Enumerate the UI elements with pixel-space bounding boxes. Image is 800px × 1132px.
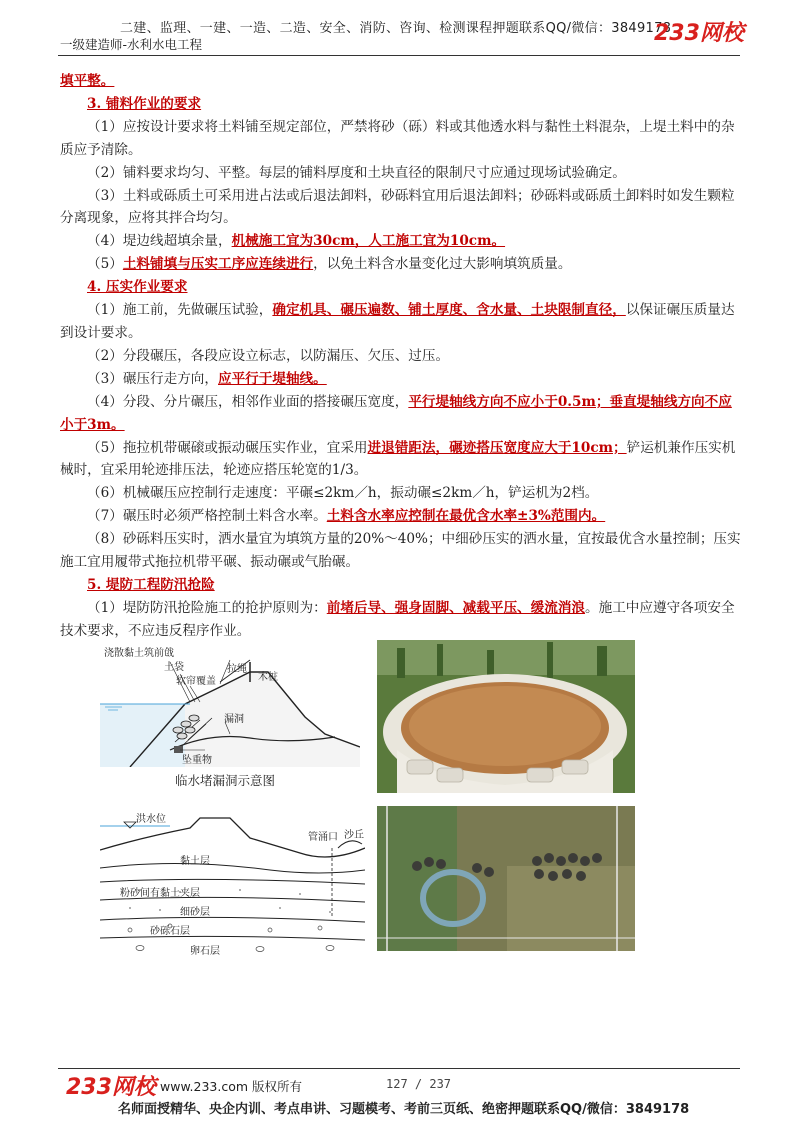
text: （1）施工前，先做碾压试验，: [87, 302, 273, 319]
footer-logo: 233网校: [66, 1075, 156, 1100]
paragraph-5-1: [60, 597, 742, 643]
label-pebble-layer: 卵石层: [190, 946, 220, 957]
header-rule: [58, 55, 740, 56]
highlight: 平行堤轴线方向不应小于0.5m；垂直堤轴线方向不应小于3m。: [60, 393, 732, 433]
text: （4）堤边线超填余量，: [87, 233, 232, 250]
paragraph-4-8: （8）砂砾料压实时，洒水量宜为填筑方量的20%～40%；中细砂压实的洒水量，宜按最优含水量控制；压实施工宜用履带式拖拉机带平碾、振动碾或气胎碾。: [60, 531, 741, 571]
label-fine-sand-layer: 细砂层: [180, 907, 210, 918]
footer-rule: [58, 1068, 740, 1069]
label-rope: 拉绳: [227, 664, 247, 675]
highlight: 前堵后导、强身固脚、减载平压、缓流消浪: [326, 599, 586, 616]
aerial-piping-photo: [377, 806, 635, 951]
figure-caption: 临水堵漏洞示意图: [175, 773, 276, 788]
label-gravel-layer: 砂砾石层: [150, 926, 190, 937]
page-number: 127 / 237: [386, 1077, 452, 1091]
label-flood-level: 洪水位: [136, 814, 166, 825]
highlight: 确定机具、碾压遍数、铺土厚度、含水量、土块限制直径，: [272, 302, 626, 319]
text: 以保证碾压质量达到设计要求。: [60, 302, 735, 341]
label-sandbag: 土袋: [164, 662, 184, 673]
text: 铲运机兼作压实机械时，宜采用轮迹排压法，轮迹应搭压轮宽的1/3。: [60, 439, 736, 479]
paragraph-4-1: [60, 299, 742, 345]
label-soft-curtain: 软帘覆盖: [176, 676, 216, 687]
continuation-text: 填平整。: [60, 73, 115, 89]
text: （3）碾压行走方向，: [87, 370, 218, 387]
label-piping-outlet: 管涌口: [308, 832, 338, 843]
paragraph-3-1: （1）应按设计要求将土料铺至规定部位，严禁将砂（砾）料或其他透水料与黏性土料混杂，上堤土料中的杂质应予清除。: [60, 118, 735, 158]
text: （5）拖拉机带碾磙或振动碾压实作业，宜采用: [87, 439, 368, 456]
text: （1）堤防防汛抢险施工的抢护原则为：: [87, 599, 327, 616]
document-body: [60, 70, 742, 643]
text: （5）: [87, 256, 123, 273]
page-header: [0, 0, 800, 62]
paragraph-4-5: [60, 437, 742, 483]
section-heading-5: 5. 堤防工程防汛抢险: [87, 576, 215, 593]
highlight: 机械施工宜为30cm，人工施工宜为10cm。: [231, 233, 506, 250]
paragraph-4-4: [60, 391, 742, 437]
paragraph-4-6: （6）机械碾压应控制行走速度：平碾≤2km／h，振动碾≤2km／h，铲运机为2档。: [87, 485, 599, 502]
label-clay-layer: 黏土层: [180, 856, 210, 867]
piping-soil-profile-diagram: [100, 808, 365, 958]
paragraph-4-7: [60, 505, 742, 528]
header-contact-line: 二建、监理、一建、一造、二造、安全、消防、咨询、检测课程押题联系QQ/微信：3849178: [120, 21, 672, 36]
leak-plugging-diagram: [100, 642, 360, 767]
footer-slogan: 名师面授精华、央企内训、考点串讲、习题模考、考前三页纸、绝密押题联系QQ/微信：3849178: [118, 1102, 690, 1117]
section-heading-3: 3. 铺料作业的要求: [87, 95, 202, 112]
highlight: 土料铺填与压实工序应连续进行: [122, 256, 314, 273]
paragraph-3-3: （3）土料或砾质土可采用进占法或后退法卸料，砂砾料宜用后退法卸料；砂砾料或砾质土卸料时如发生颗粒分离现象，应将其拌合均匀。: [60, 187, 735, 227]
sandbag-ring-photo: [377, 640, 635, 793]
text: 。施工中应遵守各项安全技术要求，不应违反程序作业。: [60, 599, 735, 639]
label-sand-dune: 沙丘: [344, 830, 364, 841]
header-course-title: 一级建造师-水利水电工程: [60, 37, 203, 52]
label-front-berm: 浇散黏土筑前戗: [104, 648, 174, 659]
page-footer: [0, 1060, 800, 1132]
label-weight: 坠重物: [182, 755, 212, 766]
highlight: 应平行于堤轴线。: [218, 370, 327, 387]
text: ，以免土料含水量变化过大影响填筑质量。: [313, 256, 572, 273]
label-stake: 木桩: [258, 672, 278, 683]
label-leak-hole: 漏洞: [224, 714, 244, 725]
paragraph-4-2: （2）分段碾压，各段应设立标志，以防漏压、欠压、过压。: [87, 347, 450, 364]
header-logo: 233网校: [654, 21, 744, 46]
paragraph-4-3: [60, 368, 742, 391]
text: （4）分段、分片碾压，相邻作业面的搭接碾压宽度，: [87, 393, 409, 410]
highlight: 进退错距法，碾迹搭压宽度应大于10cm；: [367, 439, 627, 456]
paragraph-3-5: [60, 253, 742, 276]
footer-copyright: www.233.com 版权所有: [160, 1079, 302, 1094]
text: （7）碾压时必须严格控制土料含水率。: [87, 508, 327, 525]
paragraph-3-4: [60, 230, 742, 253]
highlight: 土料含水率应控制在最优含水率±3%范围内。: [326, 508, 606, 525]
label-silt-clay-interlayer: 粉砂间有黏土夹层: [120, 888, 200, 899]
paragraph-3-2: （2）铺料要求均匀、平整。每层的铺料厚度和土块直径的限制尺寸应通过现场试验确定。: [87, 164, 626, 181]
section-heading-4: 4. 压实作业要求: [87, 279, 188, 296]
